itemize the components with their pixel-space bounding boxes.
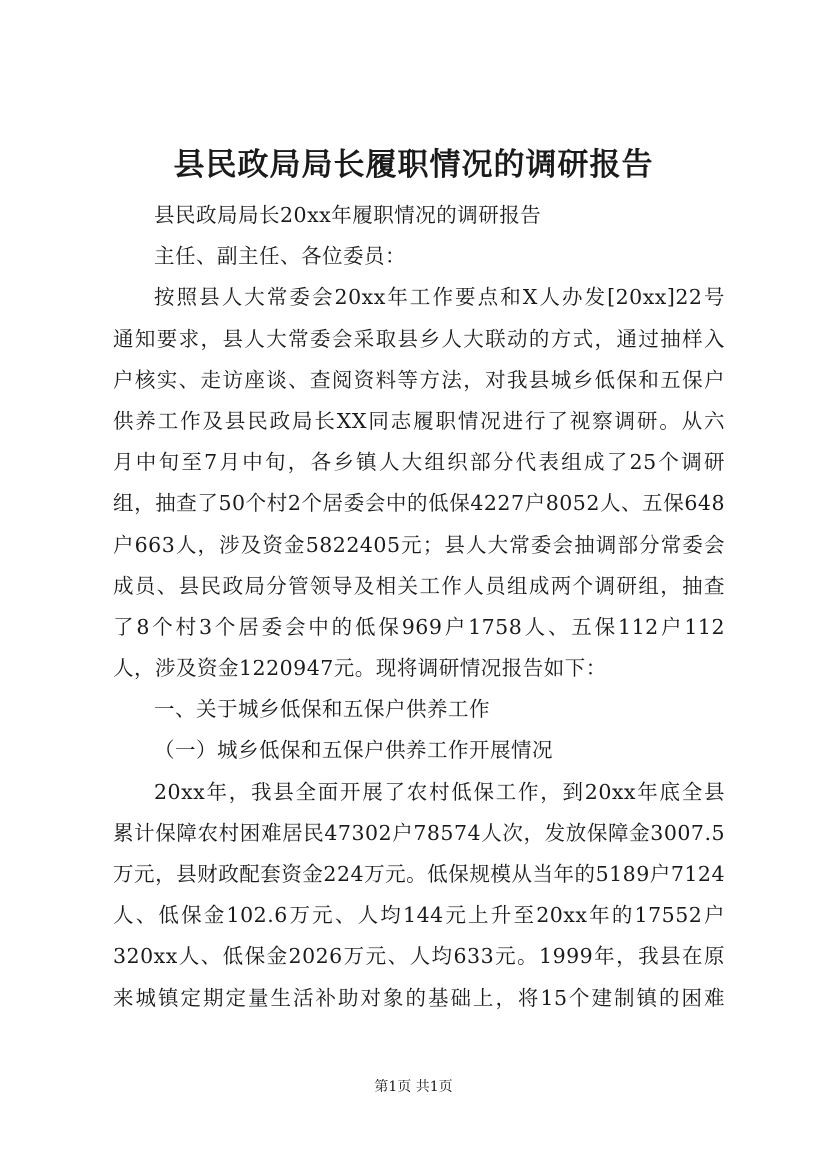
- paragraph-line: 通知要求，县人大常委会采取县乡人大联动的方式，通过抽样入: [113, 326, 725, 351]
- paragraph-line: 按照县人大常委会20xx年工作要点和X人办发[20xx]22号: [154, 285, 725, 310]
- salutation-line: 主任、副主任、各位委员：: [154, 244, 406, 269]
- subsection-heading: （一）城乡低保和五保户供养工作开展情况: [154, 738, 553, 763]
- paragraph-line: 人、低保金102.6万元、人均144元上升至20xx年的17552户: [113, 903, 725, 928]
- document-body: [113, 195, 725, 1019]
- page-footer: 第1页 共1页: [374, 1079, 453, 1095]
- subtitle-line: 县民政局局长20xx年履职情况的调研报告: [154, 203, 542, 227]
- paragraph-line: 户核实、走访座谈、查阅资料等方法，对我县城乡低保和五保户: [113, 367, 725, 392]
- paragraph-line: 供养工作及县民政局长XX同志履职情况进行了视察调研。从六: [113, 408, 725, 433]
- paragraph-line: 来城镇定期定量生活补助对象的基础上，将15个建制镇的困难: [113, 985, 725, 1010]
- paragraph-line: 累计保障农村困难居民47302户78574人次，发放保障金3007.5: [113, 820, 725, 845]
- paragraph-line: 成员、县民政局分管领导及相关工作人员组成两个调研组，抽查: [113, 573, 725, 598]
- paragraph-line: 月中旬至7月中旬，各乡镇人大组织部分代表组成了25个调研: [113, 450, 725, 475]
- paragraph-line: 20xx年，我县全面开展了农村低保工作，到20xx年底全县: [154, 779, 725, 804]
- document-title: 县民政局局长履职情况的调研报告: [173, 147, 654, 183]
- paragraph-line: 了8个村3个居委会中的低保969户1758人、五保112户112: [113, 614, 725, 639]
- paragraph-line: 组，抽查了50个村2个居委会中的低保4227户8052人、五保648: [113, 491, 725, 516]
- section-heading: 一、关于城乡低保和五保户供养工作: [154, 697, 490, 722]
- paragraph-line: 320xx人、低保金2026万元、人均633元。1999年，我县在原: [113, 944, 725, 969]
- paragraph-line: 人，涉及资金1220947元。现将调研情况报告如下：: [113, 656, 607, 681]
- paragraph-line: 万元，县财政配套资金224万元。低保规模从当年的5189户7124: [113, 862, 725, 886]
- paragraph-line: 户663人，涉及资金5822405元；县人大常委会抽调部分常委会: [113, 532, 725, 557]
